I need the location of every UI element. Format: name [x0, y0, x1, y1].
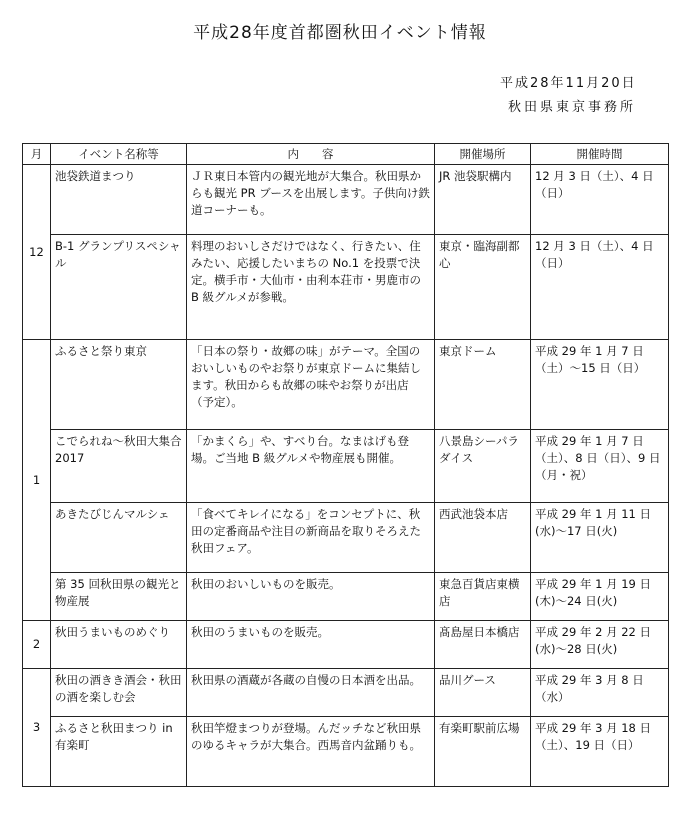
event-content-cell: 「かまくら」や、すべり台。なまはげも登場。ご当地 B 級グルメや物産展も開催。	[187, 430, 435, 503]
column-header-event-name: イベント名称等	[51, 144, 187, 165]
event-content-cell: 秋田のおいしいものを販売。	[187, 573, 435, 621]
event-name-cell: こでられね～秋田大集合 2017	[51, 430, 187, 503]
event-venue-cell: 八景島シーパラダイス	[435, 430, 531, 503]
event-time-cell: 平成 29 年 1 月 11 日(水)～17 日(火)	[531, 503, 669, 573]
event-venue-cell: 品川グース	[435, 669, 531, 717]
table-row	[23, 621, 669, 669]
event-time-cell: 平成 29 年 3 月 18 日（土）、19 日（日）	[531, 717, 669, 787]
event-time-cell: 平成 29 年 1 月 19 日(木)～24 日(火)	[531, 573, 669, 621]
column-header-content: 内 容	[187, 144, 435, 165]
document-date: 平成28年11月20日	[500, 76, 637, 91]
event-name-cell: ふるさと秋田まつり in 有楽町	[51, 717, 187, 787]
month-cell: 3	[23, 669, 51, 787]
event-content-cell: 料理のおいしさだけではなく、行きたい、住みたい、応援したいまちの No.1 を投票で決定。横手市・大仙市・由利本荘市・男鹿市の B 級グルメが参戦。	[187, 235, 435, 340]
event-venue-cell: 東急百貨店東横店	[435, 573, 531, 621]
page-title: 平成28年度首都圏秋田イベント情報	[193, 23, 487, 43]
month-cell: 1	[23, 340, 51, 621]
event-time-cell: 12 月 3 日（土）、4 日（日）	[531, 235, 669, 340]
event-name-cell: あきたびじんマルシェ	[51, 503, 187, 573]
table-row	[23, 340, 669, 430]
event-content-cell: 秋田県の酒蔵が各蔵の自慢の日本酒を出品。	[187, 669, 435, 717]
event-content-cell: 「食べてキレイになる」をコンセプトに、秋田の定番商品や注目の新商品を取りそろえた秋田フェア。	[187, 503, 435, 573]
event-content-cell: 秋田竿燈まつりが登場。んだッチなど秋田県のゆるキャラが大集合。西馬音内盆踊りも。	[187, 717, 435, 787]
table-row	[23, 235, 669, 340]
table-header-row	[23, 144, 669, 165]
event-table	[22, 143, 669, 787]
table-row	[23, 503, 669, 573]
column-header-month: 月	[23, 144, 51, 165]
table-row	[23, 669, 669, 717]
event-venue-cell: 東京・臨海副都心	[435, 235, 531, 340]
event-venue-cell: 髙島屋日本橋店	[435, 621, 531, 669]
event-name-cell: 秋田の酒きき酒会・秋田の酒を楽しむ会	[51, 669, 187, 717]
event-time-cell: 12 月 3 日（土）、4 日（日）	[531, 165, 669, 235]
table-row	[23, 717, 669, 787]
table-row	[23, 430, 669, 503]
event-name-cell: B-1 グランプリスペシャル	[51, 235, 187, 340]
table-row	[23, 165, 669, 235]
event-time-cell: 平成 29 年 3 月 8 日（水）	[531, 669, 669, 717]
event-content-cell: ＪＲ東日本管内の観光地が大集合。秋田県からも観光 PR ブースを出展します。子供向け鉄道コーナーも。	[187, 165, 435, 235]
event-name-cell: 秋田うまいものめぐり	[51, 621, 187, 669]
event-time-cell: 平成 29 年 2 月 22 日(水)～28 日(火)	[531, 621, 669, 669]
event-content-cell: 「日本の祭り・故郷の味」がテーマ。全国のおいしいものやお祭りが東京ドームに集結します。秋田からも故郷の味やお祭りが出店（予定）。	[187, 340, 435, 430]
event-venue-cell: 東京ドーム	[435, 340, 531, 430]
event-time-cell: 平成 29 年 1 月 7 日（土）、8 日（日）、9 日（月・祝）	[531, 430, 669, 503]
month-cell: 2	[23, 621, 51, 669]
issuing-office: 秋田県東京事務所	[508, 100, 637, 115]
event-content-cell: 秋田のうまいものを販売。	[187, 621, 435, 669]
event-name-cell: 第 35 回秋田県の観光と物産展	[51, 573, 187, 621]
event-time-cell: 平成 29 年 1 月 7 日（土）～15 日（日）	[531, 340, 669, 430]
event-name-cell: ふるさと祭り東京	[51, 340, 187, 430]
event-name-cell: 池袋鉄道まつり	[51, 165, 187, 235]
event-venue-cell: 有楽町駅前広場	[435, 717, 531, 787]
column-header-venue: 開催場所	[435, 144, 531, 165]
month-cell: 12	[23, 165, 51, 340]
event-venue-cell: 西武池袋本店	[435, 503, 531, 573]
column-header-time: 開催時間	[531, 144, 669, 165]
table-row	[23, 573, 669, 621]
event-venue-cell: JR 池袋駅構内	[435, 165, 531, 235]
